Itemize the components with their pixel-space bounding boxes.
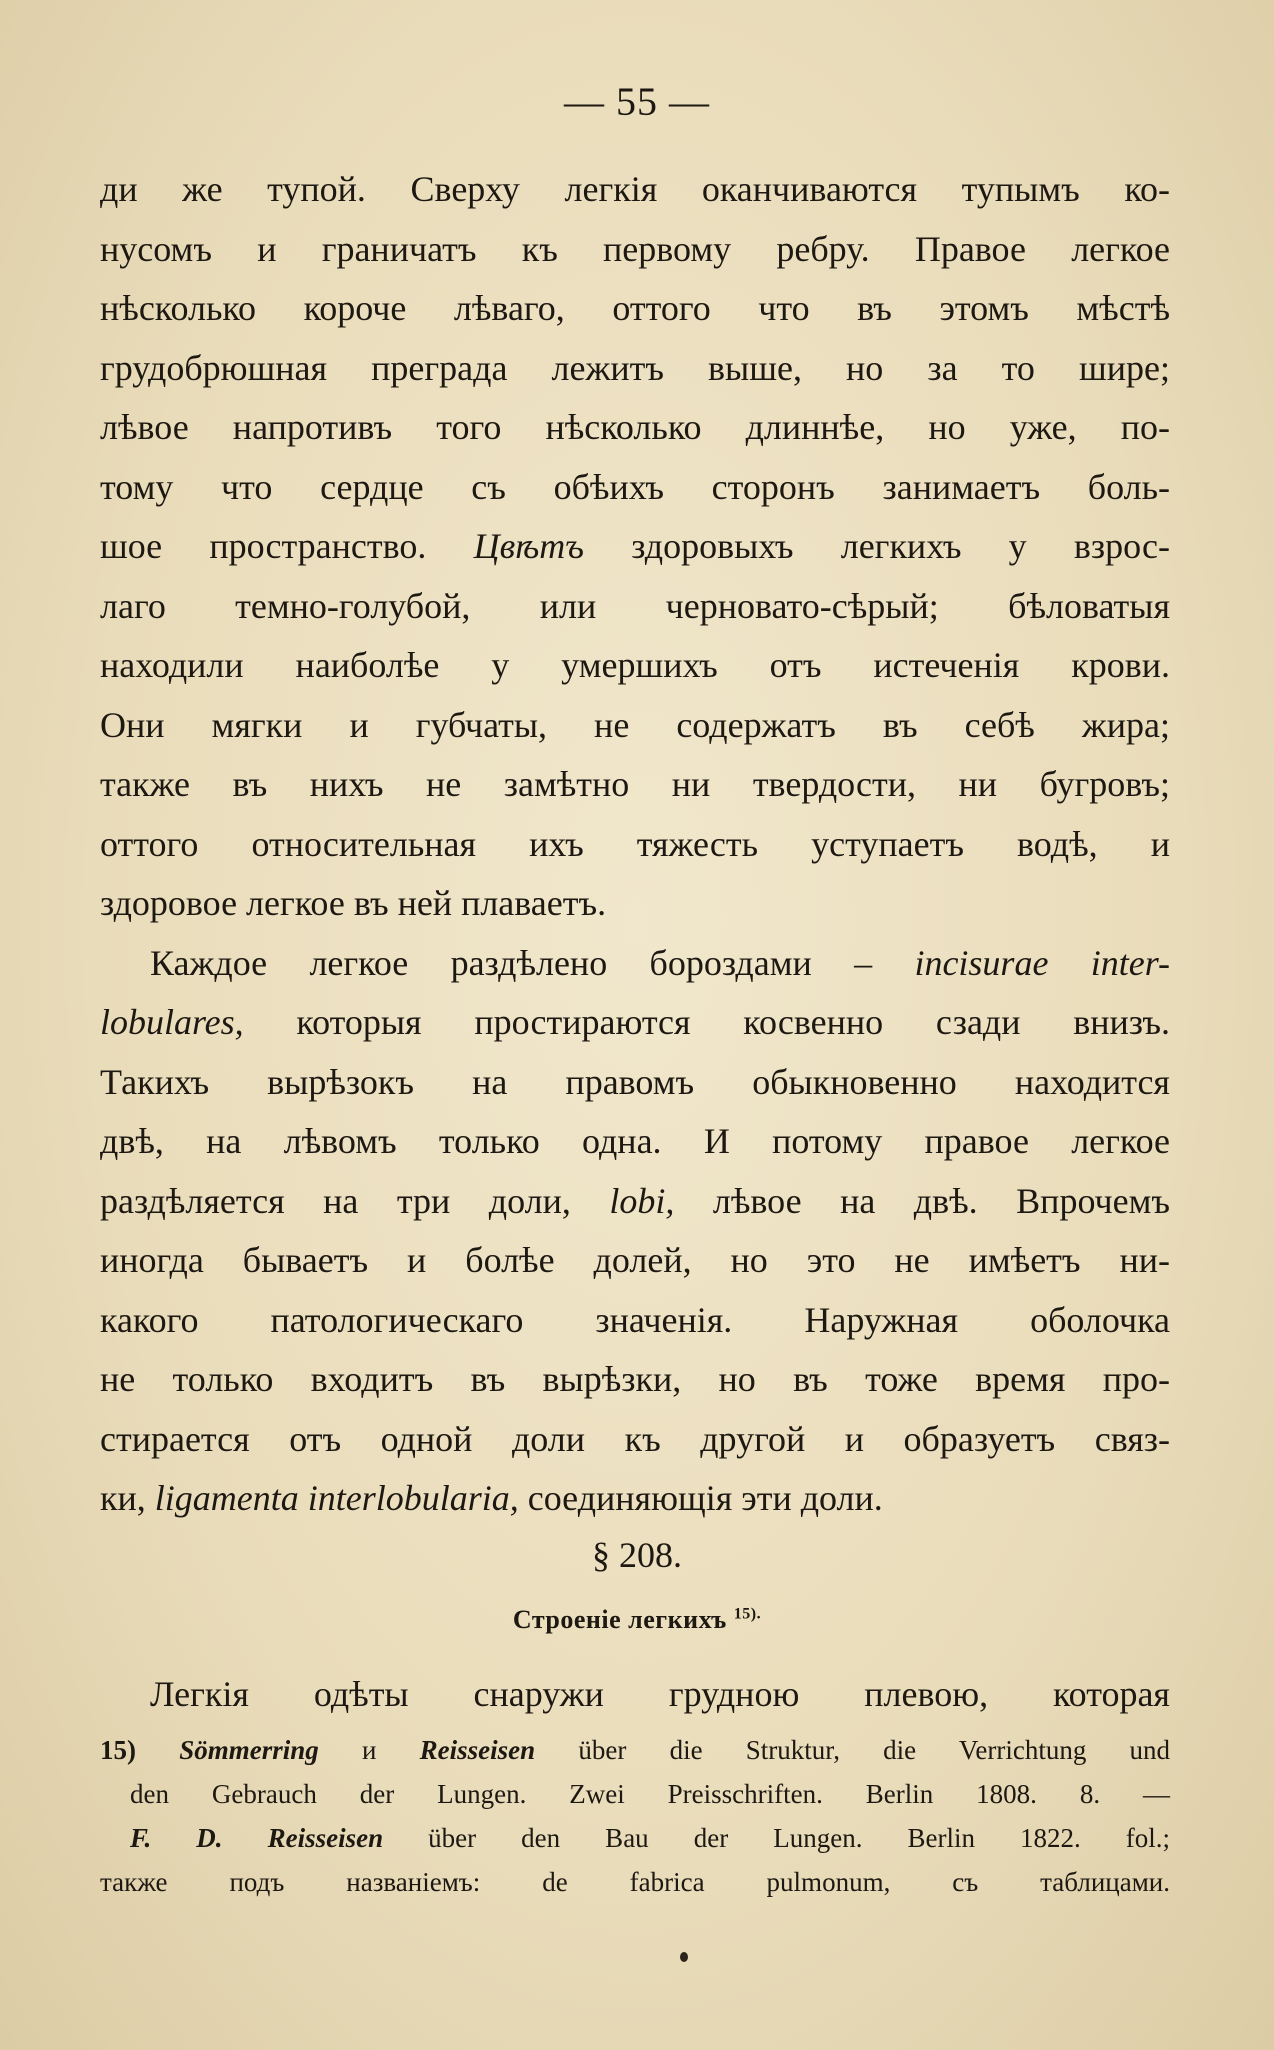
text-line: грудобрюшная преграда лежитъ выше, но за то шире; [100, 347, 1170, 388]
text-line [100, 1172, 1170, 1232]
text-segment: здоровыхъ легкихъ у взрос- [631, 526, 1170, 566]
author-name: Reisseisen [419, 1735, 536, 1765]
text-line [100, 1469, 1170, 1529]
text-line [100, 934, 1170, 994]
text-line: здоровое легкое въ ней плаваетъ. [100, 883, 607, 923]
footnote-reference: 15). [733, 1605, 762, 1623]
text-line: находили наиболѣе у умершихъ отъ истеченія крови. [100, 645, 1170, 685]
text-line: стирается отъ одной доли къ другой и образуетъ связ- [100, 1418, 1170, 1459]
italic-term: lobulares, [100, 1002, 244, 1042]
text-line: тому что сердце съ обѣихъ сторонъ занимаетъ боль- [100, 466, 1170, 507]
footnote-line [100, 1728, 1170, 1772]
text-line: также въ нихъ не замѣтно ни твердости, ни бугровъ; [100, 764, 1170, 804]
text-segment: über die Struktur, die Verrichtung und [578, 1735, 1171, 1765]
text-line: ди же тупой. Сверху легкія оканчиваются тупымъ ко- [100, 169, 1170, 209]
text-line: не только входитъ въ вырѣзки, но въ тоже время про- [100, 1359, 1170, 1399]
text-line: Легкія одѣты снаружи грудною плевою, которая [150, 1674, 1170, 1714]
text-line: двѣ, на лѣвомъ только одна. И потому правое легкое [100, 1121, 1170, 1161]
text-segment: и [361, 1735, 377, 1765]
text-line: Они мягки и губчаты, не содержатъ въ себѣ жира; [100, 704, 1170, 745]
footnote-line: также подъ названіемъ: de fabrica pulmonum, съ таблицами. [100, 1867, 1170, 1897]
italic-term: incisurae inter- [914, 942, 1171, 983]
ink-mark [680, 1952, 688, 1962]
text-line: нѣсколько короче лѣваго, оттого что въ этомъ мѣстѣ [100, 288, 1170, 328]
text-line: нусомъ и граничатъ къ первому ребру. Правое легкое [100, 228, 1170, 269]
text-line: лаго темно-голубой, или черновато-сѣрый; бѣловатыя [100, 585, 1170, 626]
text-segment: раздѣляется на три доли, [100, 1180, 571, 1221]
footnote [100, 1728, 1170, 1904]
text-line: лѣвое напротивъ того нѣсколько длиннѣе, но уже, по- [100, 407, 1170, 447]
section-title [0, 1605, 1274, 1635]
italic-term: ligamenta interlobularia, [154, 1478, 519, 1518]
page-number: — 55 — [564, 79, 710, 124]
section-number: § 208. [592, 1535, 682, 1575]
text-segment: шое пространство. [100, 526, 427, 566]
section-title-text: Строеніе легкихъ [512, 1605, 727, 1634]
text-line: иногда бываетъ и болѣе долей, но это не имѣетъ ни- [100, 1240, 1170, 1280]
italic-term: lobi, [609, 1180, 675, 1221]
text-line [100, 993, 1170, 1053]
italic-term: Цвѣтъ [473, 526, 584, 566]
author-name: Sömmerring [179, 1735, 319, 1765]
text-segment: über den Bau der Lungen. Berlin 1822. fol.; [428, 1823, 1171, 1853]
footnote-number: 15) [100, 1735, 136, 1765]
text-line: Такихъ вырѣзокъ на правомъ обыкновенно находится [100, 1061, 1170, 1102]
footnote-line [100, 1816, 1170, 1860]
text-line: какого патологическаго значенія. Наружная оболочка [100, 1299, 1170, 1340]
author-name: F. D. Reisseisen [130, 1823, 384, 1853]
text-segment: которыя простираются косвенно сзади внизъ. [296, 1002, 1170, 1042]
section-text [100, 1665, 1170, 1725]
text-segment: Каждое легкое раздѣлено бороздами – [150, 942, 873, 983]
footnote-line: den Gebrauch der Lungen. Zwei Preisschriften. Berlin 1808. 8. — [130, 1779, 1170, 1809]
text-line: оттого относительная ихъ тяжесть уступаетъ водѣ, и [100, 823, 1170, 864]
text-segment: соединяющія эти доли. [527, 1478, 883, 1518]
main-text [100, 160, 1170, 1529]
text-line [100, 517, 1170, 577]
text-segment: лѣвое на двѣ. Впрочемъ [712, 1180, 1170, 1221]
text-segment: ки, [100, 1478, 146, 1518]
